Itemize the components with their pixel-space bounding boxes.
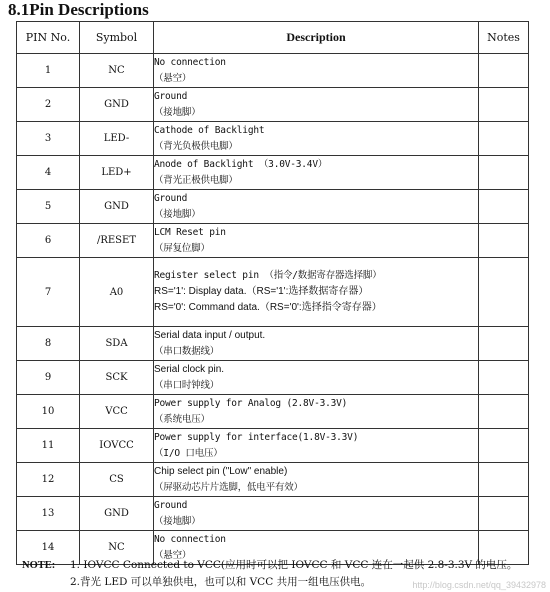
description-line: Cathode of Backlight — [154, 124, 265, 136]
notes-cell — [479, 258, 529, 327]
notes-cell — [479, 327, 529, 361]
pin-number-cell: 11 — [17, 429, 80, 463]
description-line: （接地脚） — [154, 106, 201, 118]
pin-number-cell: 13 — [17, 497, 80, 531]
pin-number-cell: 9 — [17, 361, 80, 395]
pin-number-cell: 12 — [17, 463, 80, 497]
notes-cell — [479, 54, 529, 88]
table-row — [17, 54, 529, 88]
table-row — [17, 327, 529, 361]
symbol-cell: GND — [80, 497, 154, 531]
description-line: （背光正极供电脚） — [154, 174, 238, 186]
pin-number-cell: 2 — [17, 88, 80, 122]
note-line-1: 1. IOVCC Connected to VCC(应用时可以把 IOVCC 和 VCC 连在一起供 2.8-3.3V 的电压。 — [70, 559, 518, 571]
pin-number-cell: 1 — [17, 54, 80, 88]
symbol-cell: LED- — [80, 122, 154, 156]
description-line: Ground — [154, 90, 188, 102]
symbol-cell: LED+ — [80, 156, 154, 190]
description-line: No connection — [154, 56, 226, 68]
description-line: Chip select pin ("Low" enable) — [154, 465, 288, 477]
notes-cell — [479, 88, 529, 122]
symbol-cell: NC — [80, 54, 154, 88]
description-line: （屏驱动芯片片选脚，低电平有效） — [154, 481, 303, 493]
description-cell — [154, 395, 479, 429]
description-cell — [154, 190, 479, 224]
notes-cell — [479, 463, 529, 497]
symbol-cell: A0 — [80, 258, 154, 327]
header-pin-no: PIN No. — [17, 22, 80, 54]
pin-number-cell: 8 — [17, 327, 80, 361]
header-symbol: Symbol — [80, 22, 154, 54]
notes-cell — [479, 361, 529, 395]
symbol-cell: VCC — [80, 395, 154, 429]
notes-cell — [479, 497, 529, 531]
table-row — [17, 156, 529, 190]
table-header-row — [17, 22, 529, 54]
pin-number-cell: 6 — [17, 224, 80, 258]
description-line: LCM Reset pin — [154, 226, 226, 238]
description-line: RS='0': Command data.（RS='0':选择指令寄存器） — [154, 302, 382, 313]
description-line: （背光负极供电脚） — [154, 140, 238, 152]
notes-cell — [479, 156, 529, 190]
pin-number-cell: 3 — [17, 122, 80, 156]
description-cell — [154, 429, 479, 463]
watermark: http://blog.csdn.net/qq_39432978 — [412, 580, 546, 590]
notes-cell — [479, 395, 529, 429]
description-line: （串口数据线） — [154, 345, 220, 357]
description-cell — [154, 497, 479, 531]
table-row — [17, 88, 529, 122]
description-cell — [154, 122, 479, 156]
description-cell — [154, 258, 479, 327]
description-line: （悬空） — [154, 549, 192, 561]
table-row — [17, 258, 529, 327]
symbol-cell: CS — [80, 463, 154, 497]
table-row — [17, 497, 529, 531]
symbol-cell: SDA — [80, 327, 154, 361]
notes-cell — [479, 190, 529, 224]
description-line: （串口时钟线） — [154, 379, 220, 391]
table-row — [17, 463, 529, 497]
header-description: Description — [154, 22, 479, 54]
description-line: Serial data input / output. — [154, 329, 266, 341]
description-line: Anode of Backlight （3.0V-3.4V） — [154, 158, 328, 170]
description-line: No connection — [154, 533, 226, 545]
symbol-cell: NC — [80, 531, 154, 565]
symbol-cell: GND — [80, 190, 154, 224]
pin-number-cell: 4 — [17, 156, 80, 190]
description-line: （接地脚） — [154, 515, 201, 527]
table-row — [17, 224, 529, 258]
table-row — [17, 395, 529, 429]
description-cell — [154, 224, 479, 258]
note-line-2: 2.背光 LED 可以单独供电，也可以和 VCC 共用一组电压供电。 — [70, 576, 372, 588]
description-cell — [154, 361, 479, 395]
notes-cell — [479, 224, 529, 258]
note-label: NOTE: — [22, 560, 56, 571]
pin-description-table — [16, 21, 529, 565]
description-line: （接地脚） — [154, 208, 201, 220]
description-cell — [154, 156, 479, 190]
description-line: Register select pin （指令/数据寄存器选择脚） — [154, 270, 382, 281]
description-line: （I/O 口电压） — [154, 447, 223, 459]
symbol-cell: GND — [80, 88, 154, 122]
description-cell — [154, 88, 479, 122]
notes-cell — [479, 429, 529, 463]
table-row — [17, 361, 529, 395]
table-row — [17, 190, 529, 224]
table-row — [17, 429, 529, 463]
description-line: Power supply for Analog (2.8V-3.3V) — [154, 397, 348, 409]
header-notes: Notes — [479, 22, 529, 54]
description-line: Ground — [154, 499, 188, 511]
description-line: Serial clock pin. — [154, 363, 225, 375]
description-line: （屏复位脚） — [154, 242, 210, 254]
description-line: （悬空） — [154, 72, 192, 84]
description-line: Power supply for interface(1.8V-3.3V) — [154, 431, 359, 443]
section-title: 8.1Pin Descriptions — [8, 0, 149, 19]
table-row — [17, 122, 529, 156]
notes-cell — [479, 122, 529, 156]
pin-number-cell: 5 — [17, 190, 80, 224]
symbol-cell: SCK — [80, 361, 154, 395]
symbol-cell: /RESET — [80, 224, 154, 258]
description-cell — [154, 327, 479, 361]
description-line: （系统电压） — [154, 413, 210, 425]
description-cell — [154, 54, 479, 88]
pin-number-cell: 10 — [17, 395, 80, 429]
description-line: RS='1': Display data.（RS='1':选择数据寄存器） — [154, 286, 369, 297]
pin-number-cell: 7 — [17, 258, 80, 327]
symbol-cell: IOVCC — [80, 429, 154, 463]
description-line: Ground — [154, 192, 188, 204]
pin-number-cell: 14 — [17, 531, 80, 565]
description-cell — [154, 463, 479, 497]
